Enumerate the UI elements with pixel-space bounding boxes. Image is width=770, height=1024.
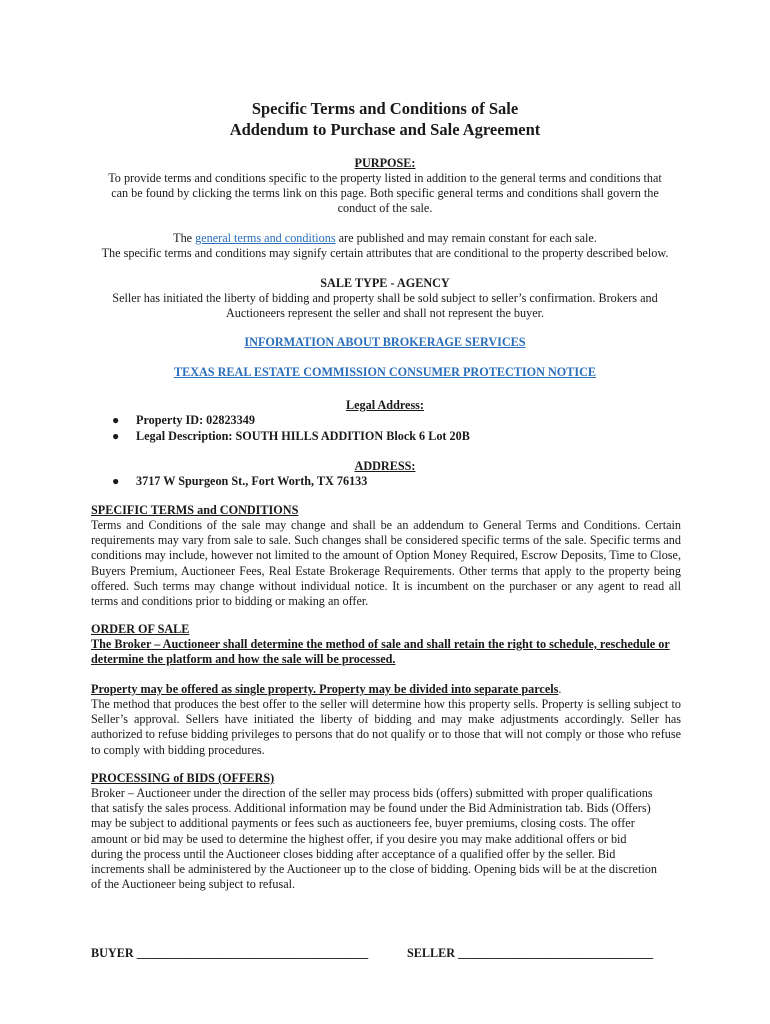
parcel-subheading-period: . [558,682,562,696]
processing-body [91,786,681,892]
processing-line: that satisfy the sales process. Additional information may be found under the Bid Administration tab. Bids (Offers) [91,801,651,816]
list-item [112,474,367,490]
processing-line: of the Auctioneer being subject to refusal. [91,877,296,892]
general-terms-prefix: The [173,231,196,245]
legal-address-heading: Legal Address: [346,398,424,412]
processing-line: Broker – Auctioneer under the direction of the seller may process bids (offers) submitted with proper qualifications [91,786,653,800]
sale-type-line-2: Auctioneers represent the seller and shall not represent the buyer. [225,306,545,320]
bullet-icon: ● [112,428,120,443]
purpose-line-1: To provide terms and conditions specific to the property listed in addition to the general terms and conditions that [108,171,662,185]
order-of-sale-statement: The Broker – Auctioneer shall determine the method of sale and shall retain the right to schedule, reschedule or determine the platform and how the sale will be processed. [91,637,670,667]
processing-line: increments shall be administered by the Auctioneer up to the close of bidding. Opening bids will be at the discretion [91,862,657,877]
parcel-subheading-line [91,682,681,697]
bullet-icon: ● [112,474,120,488]
general-terms-link[interactable]: general terms and conditions [195,231,336,245]
purpose-line-2: can be found by clicking the terms link on this page. Both specific general terms and conditions shall govern the [111,186,659,200]
address-list [112,474,367,490]
document-subtitle: Addendum to Purchase and Sale Agreement [229,120,541,139]
list-item [112,429,470,445]
general-terms-line [60,231,710,246]
processing-line: may be subject to additional payments or fees such as auctioneers fee, buyer premiums, closing costs. The offer [91,816,635,831]
purpose-heading: PURPOSE: [354,156,416,170]
list-item [112,413,470,429]
sale-type-heading: SALE TYPE - AGENCY [320,276,450,290]
processing-heading: PROCESSING of BIDS (OFFERS) [91,771,275,785]
property-id: Property ID: 02823349 [136,413,255,427]
purpose-line-3: conduct of the sale. [337,201,433,215]
processing-line: during the process until the Auctioneer closes bidding after acceptance of a qualified offer by the seller. Bid [91,846,616,861]
specific-terms-line: The specific terms and conditions may signify certain attributes that are conditional to the property described below. [101,246,669,260]
property-address: 3717 W Spurgeon St., Fort Worth, TX 76133 [136,474,368,488]
sale-type-line-1: Seller has initiated the liberty of bidding and property shall be sold subject to seller’s confirmation. Brokers and [112,291,658,305]
order-of-sale-heading: ORDER OF SALE [91,622,190,636]
bullet-icon: ● [112,413,120,427]
parcel-subheading: Property may be offered as single property. Property may be divided into separate parcels [91,682,559,696]
address-heading: ADDRESS: [354,459,416,473]
legal-address-list [112,413,470,444]
brokerage-services-link[interactable]: INFORMATION ABOUT BROKERAGE SERVICES [244,335,526,349]
buyer-signature-line: BUYER ______________________________________ [91,946,369,960]
general-terms-suffix: are published and may remain constant for each sale. [335,231,597,245]
specific-terms-body: Terms and Conditions of the sale may change and shall be an addendum to General Terms and Conditions. Certain requirements may vary from sale to sale. Such changes shall be considered specific terms of the sale. Specific terms and conditions may include, however not limited to the amount of Option Money Required, Escrow Deposits, Time to Close, Buyers Premium, Auctioneer Fees, Real Estate Brokerage Requirements. Other terms that apply to the property being offered. Such terms may change without individual notice. It is incumbent on the purchaser or any agent to read all terms and conditions prior to bidding or making an offer. [91,518,681,609]
specific-terms-heading: SPECIFIC TERMS and CONDITIONS [91,503,299,517]
consumer-protection-link[interactable]: TEXAS REAL ESTATE COMMISSION CONSUMER PROTECTION NOTICE [173,365,597,379]
legal-description: Legal Description: SOUTH HILLS ADDITION Block 6 Lot 20B [136,428,470,443]
order-of-sale-body: The method that produces the best offer to the seller will determine how this property sells. Property is selling subject to Seller’s approval. Sellers have initiated the liberty of bidding and may make adjustments accordingly. Seller has authorized to refuse bidding privileges to persons that do not qualify or to those that will not comply or those who refuse to comply with bidding procedures. [91,697,681,757]
seller-signature-line: SELLER ________________________________ [407,946,654,960]
processing-line: amount or bid may be used to determine the highest offer, if you desire you may make additional offers or bid [91,831,627,846]
document-title: Specific Terms and Conditions of Sale [251,99,519,118]
